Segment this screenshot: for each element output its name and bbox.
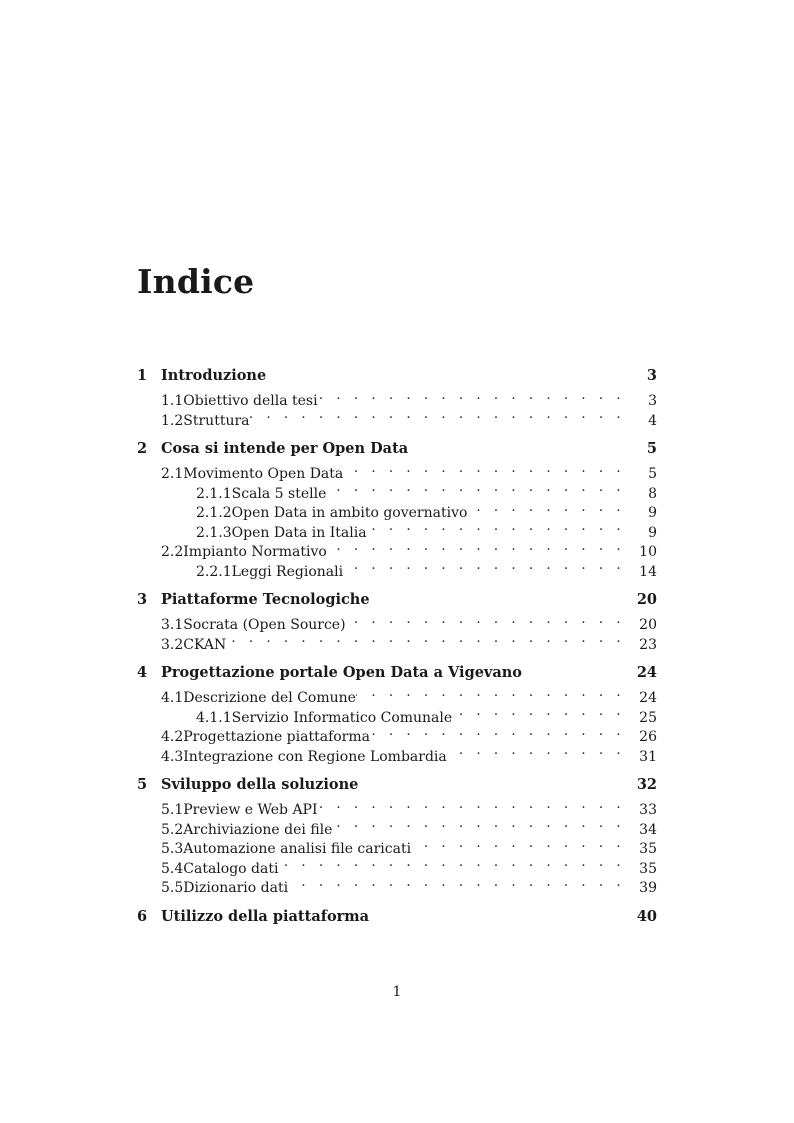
toc-entry-section[interactable]: [137, 814, 657, 838]
toc-dot-leader: [356, 683, 631, 703]
toc-entry-section[interactable]: [137, 722, 657, 745]
toc-dot-leader: [346, 610, 631, 630]
toc-entry-page: 35: [639, 841, 657, 857]
toc-dot-leader: [447, 741, 631, 761]
toc-entry-page: 26: [639, 729, 657, 745]
toc-entry-number: 2.1.1: [196, 485, 232, 502]
page-title: Indice: [137, 262, 255, 301]
toc-entry-section[interactable]: [137, 405, 657, 429]
toc-entry-page: 32: [636, 776, 657, 793]
toc-entry-page: 35: [639, 860, 657, 877]
toc-entry-section[interactable]: [137, 873, 657, 896]
toc-entry-title: Introduzione: [161, 367, 267, 384]
toc-entry-chapter[interactable]: [137, 663, 657, 683]
toc-entry-number: 4: [137, 664, 148, 681]
toc-entry-chapter[interactable]: [137, 775, 657, 795]
toc-entry-title: Piattaforme Tecnologiche: [161, 591, 370, 608]
toc-entry-number: 1.2: [161, 412, 184, 429]
toc-entry-title: Sviluppo della soluzione: [161, 776, 359, 793]
toc-entry-subsection[interactable]: [137, 556, 657, 580]
toc-entry-title: Dizionario dati: [183, 880, 289, 896]
toc-dot-leader: [370, 722, 631, 742]
toc-entry-chapter[interactable]: [137, 907, 657, 927]
toc-entry-number: 4.2: [161, 729, 184, 745]
toc-entry-title: Leggi Regionali: [231, 563, 344, 580]
toc-entry-number: 2: [137, 440, 148, 457]
toc-entry-subsection[interactable]: [137, 478, 657, 502]
toc-entry-number: 4.3: [161, 748, 184, 765]
toc-dot-leader: [327, 537, 631, 557]
toc-entry-number: 5.2: [161, 821, 184, 838]
toc-entry-page: 4: [648, 412, 657, 429]
toc-entry-page: 25: [639, 709, 657, 726]
toc-entry-page: 40: [636, 907, 657, 925]
toc-entry-title: Struttura: [183, 412, 250, 429]
toc-entry-page: 3: [648, 393, 657, 409]
toc-entry-number: 5.4: [161, 860, 184, 877]
toc-entry-number: 1.1: [161, 393, 184, 409]
page-number: 1: [392, 984, 402, 1000]
toc-entry-page: 34: [639, 821, 657, 838]
toc-entry-number: 2.2: [161, 544, 184, 560]
toc-entry-number: 2.2.1: [196, 563, 232, 580]
toc-entry-page: 5: [646, 440, 657, 457]
toc-entry-title: Socrata (Open Source): [183, 617, 346, 633]
toc-entry-subsection[interactable]: [137, 702, 657, 726]
toc-entry-section[interactable]: [137, 459, 657, 482]
toc-entry-title: Progettazione piattaforma: [183, 729, 370, 745]
toc-entry-title: Descrizione del Comune: [183, 690, 356, 706]
toc-entry-number: 5.1: [161, 802, 184, 818]
toc-entry-number: 3.1: [161, 617, 184, 633]
toc-entry-subsection[interactable]: [137, 517, 657, 541]
toc-dot-leader: [318, 386, 631, 406]
toc-entry-number: 5: [137, 776, 148, 793]
toc-entry-number: 6: [137, 907, 148, 925]
toc-entry-title: Progettazione portale Open Data a Vigevano: [161, 664, 522, 681]
toc-entry-page: 33: [639, 802, 657, 818]
toc-dot-leader: [367, 517, 631, 537]
toc-entry-page: 20: [636, 591, 657, 608]
toc-entry-page: 5: [648, 466, 657, 482]
toc-entry-section[interactable]: [137, 741, 657, 765]
toc-dot-leader: [467, 498, 631, 518]
toc-entry-page: 9: [648, 524, 657, 541]
toc-entry-title: Impianto Normativo: [183, 544, 327, 560]
toc-entry-title: Utilizzo della piattaforma: [161, 907, 369, 925]
toc-entry-title: Cosa si intende per Open Data: [161, 440, 409, 457]
toc-entry-page: 8: [648, 485, 657, 502]
toc-entry-number: 2.1.2: [196, 505, 232, 521]
toc-entry-title: Obiettivo della tesi: [183, 393, 318, 409]
toc-entry-subsection[interactable]: [137, 498, 657, 521]
toc-entry-page: 9: [648, 505, 657, 521]
toc-entry-page: 23: [639, 636, 657, 653]
toc-entry-page: 20: [639, 617, 657, 633]
toc-entry-title: Integrazione con Regione Lombardia: [183, 748, 447, 765]
toc-entry-number: 2.1.3: [196, 524, 232, 541]
toc-entry-page: 31: [639, 748, 657, 765]
toc-entry-title: Preview e Web API: [183, 802, 318, 818]
toc-entry-section[interactable]: [137, 386, 657, 409]
toc-entry-section[interactable]: [137, 834, 657, 857]
toc-entry-title: Automazione analisi file caricati: [183, 841, 412, 857]
toc-entry-page: 24: [636, 664, 657, 681]
toc-entry-number: 5.3: [161, 841, 184, 857]
toc-dot-leader: [318, 795, 631, 815]
toc-entry-section[interactable]: [137, 795, 657, 818]
toc-entry-page: 39: [639, 880, 657, 896]
toc-entry-number: 4.1.1: [196, 709, 232, 726]
toc-entry-page: 3: [646, 367, 657, 384]
toc-entry-chapter[interactable]: [137, 590, 657, 610]
toc-entry-section[interactable]: [137, 683, 657, 706]
toc-dot-leader: [250, 405, 632, 425]
toc-dot-leader: [452, 702, 631, 722]
toc-entry-number: 2.1: [161, 466, 184, 482]
toc-entry-page: 24: [639, 690, 657, 706]
toc-entry-chapter[interactable]: [137, 366, 657, 386]
toc-entry-title: Archiviazione dei file: [183, 821, 333, 838]
toc-entry-title: Scala 5 stelle: [231, 485, 327, 502]
toc-entry-section[interactable]: [137, 629, 657, 653]
toc-entry-title: CKAN: [183, 636, 227, 653]
toc-entry-title: Open Data in Italia: [231, 524, 367, 541]
toc-dot-leader: [226, 629, 631, 649]
toc-entry-section[interactable]: [137, 610, 657, 633]
toc-entry-title: Movimento Open Data: [183, 466, 344, 482]
toc-entry-page: 14: [639, 563, 657, 580]
toc-entry-section[interactable]: [137, 537, 657, 560]
toc-dot-leader: [343, 556, 631, 576]
toc-dot-leader: [278, 853, 631, 873]
toc-entry-number: 5.5: [161, 880, 184, 896]
toc-entry-title: Servizio Informatico Comunale: [231, 709, 453, 726]
toc-entry-number: 3: [137, 591, 148, 608]
toc-entry-number: 1: [137, 367, 148, 384]
toc-entry-number: 4.1: [161, 690, 184, 706]
toc-entry-number: 3.2: [161, 636, 184, 653]
toc-entry-title: Catalogo dati: [183, 860, 279, 877]
toc-dot-leader: [332, 814, 631, 834]
toc-dot-leader: [288, 873, 631, 893]
toc-entry-section[interactable]: [137, 853, 657, 877]
toc-entry-chapter[interactable]: [137, 439, 657, 459]
toc-entry-title: Open Data in ambito governativo: [231, 505, 468, 521]
toc-dot-leader: [326, 478, 631, 498]
toc-entry-page: 10: [639, 544, 657, 560]
toc-dot-leader: [343, 459, 631, 479]
toc-dot-leader: [411, 834, 631, 854]
table-of-contents: [137, 366, 657, 926]
